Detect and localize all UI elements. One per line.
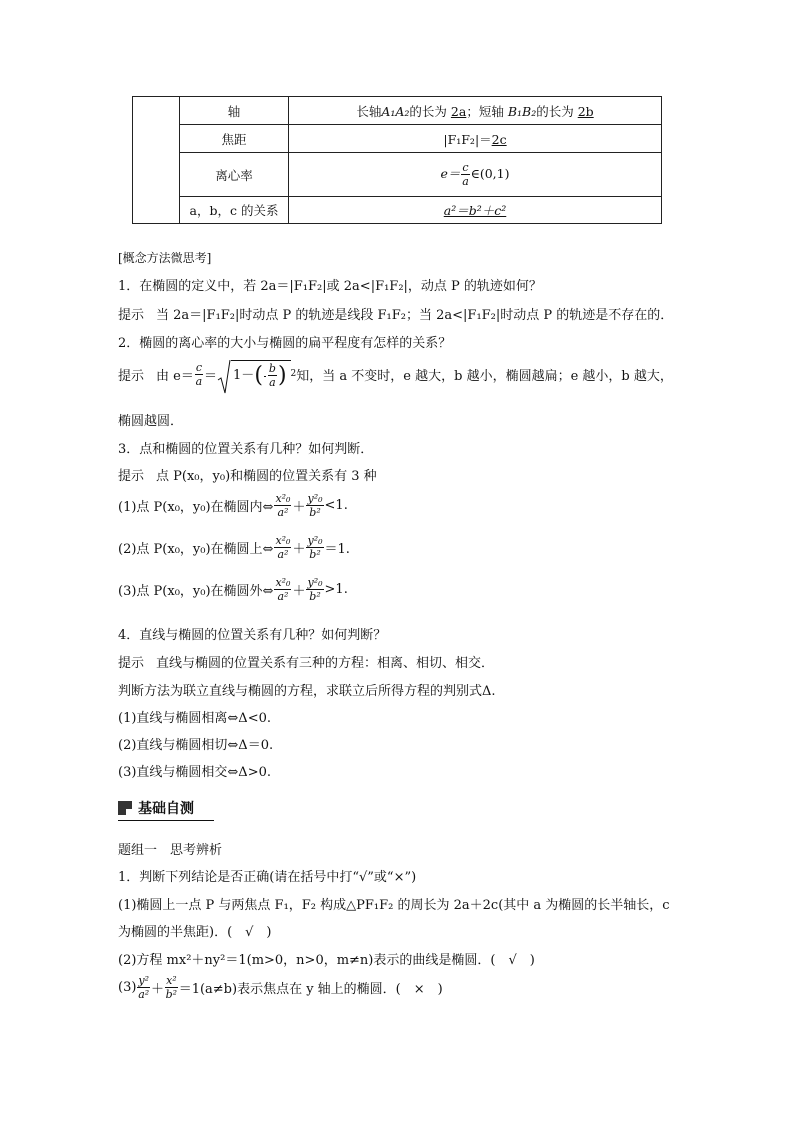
text: 直线与椭圆的位置关系有三种的方程：相离、相切、相交． bbox=[156, 656, 495, 671]
exponent: 2 bbox=[290, 369, 297, 379]
fraction bbox=[195, 362, 203, 387]
condition-1 bbox=[118, 493, 348, 518]
text: (2)点 P(x₀，y₀)在椭圆上⇔ bbox=[118, 542, 274, 557]
text: 1－ bbox=[233, 368, 255, 383]
table-key: 离心率 bbox=[180, 153, 289, 197]
fraction bbox=[274, 577, 291, 602]
text: B₁B₂ bbox=[507, 103, 537, 119]
tip-label: 提示 bbox=[118, 308, 145, 323]
concept-header: [概念方法微思考] bbox=[118, 251, 212, 265]
paren: ( bbox=[254, 363, 263, 388]
table-row bbox=[133, 97, 662, 125]
text: |F₁F₂|＝ bbox=[443, 131, 492, 147]
paren: ) bbox=[277, 363, 287, 388]
text: (1)点 P(x₀，y₀)在椭圆内⇔ bbox=[118, 500, 274, 515]
selftest-question-1: 1．判断下列结论是否正确(请在括号中打“√”或“×”) bbox=[118, 870, 417, 885]
text: ∈(0,1) bbox=[470, 166, 510, 181]
text: ＋ bbox=[292, 584, 306, 599]
table-key: 轴 bbox=[180, 97, 289, 125]
condition-2 bbox=[118, 535, 350, 560]
answer-4-case-2: (2)直线与椭圆相切⇔Δ＝0. bbox=[118, 738, 274, 753]
denominator: b² bbox=[309, 506, 321, 519]
fraction bbox=[306, 535, 323, 560]
table-key: a，b，c 的关系 bbox=[180, 197, 289, 224]
answer-underline: 2c bbox=[491, 131, 507, 147]
question-1: 1．在椭圆的定义中，若 2a＝|F₁F₂|或 2a<|F₁F₂|，动点 P 的轨迹如何？ bbox=[118, 279, 542, 294]
table-row bbox=[133, 125, 662, 153]
text: 的长为 bbox=[536, 103, 574, 119]
denominator: a² bbox=[138, 988, 150, 1001]
denominator: b² bbox=[165, 988, 178, 1001]
fraction bbox=[306, 577, 323, 602]
section-heading bbox=[118, 798, 194, 818]
denominator: a² bbox=[277, 590, 289, 603]
text: 当 2a＝|F₁F₂|时动点 P 的轨迹是线段 F₁F₂；当 2a<|F₁F₂|时动点 P 的轨迹是不存在的． bbox=[156, 308, 674, 323]
text: >1. bbox=[324, 582, 348, 597]
answer-2-cont: 椭圆越圆． bbox=[118, 414, 184, 429]
numerator: c bbox=[195, 360, 203, 374]
fraction bbox=[264, 375, 266, 377]
fraction bbox=[268, 363, 277, 388]
text: A₁A₂ bbox=[381, 103, 410, 119]
fraction bbox=[137, 975, 150, 1000]
denominator: a bbox=[462, 175, 469, 188]
numerator: y²₀ bbox=[307, 492, 323, 505]
numerator: b bbox=[268, 362, 276, 375]
text: <1. bbox=[324, 498, 348, 513]
fraction bbox=[461, 162, 469, 187]
table-row bbox=[133, 197, 662, 224]
tip-label: 提示 bbox=[118, 469, 145, 484]
answer-underline: a²＝b²＋c² bbox=[443, 203, 507, 218]
text: 点 P(x₀，y₀)和椭圆的位置关系有 3 种 bbox=[156, 469, 377, 484]
fraction bbox=[165, 975, 178, 1000]
table-value bbox=[289, 125, 662, 153]
text: (3) bbox=[118, 980, 137, 995]
table-value bbox=[289, 97, 662, 125]
table-row bbox=[133, 153, 662, 197]
fraction bbox=[274, 493, 291, 518]
text: ＋ bbox=[292, 542, 306, 557]
numerator: x²₀ bbox=[275, 492, 291, 505]
text: 长轴 bbox=[356, 103, 382, 119]
statement-3 bbox=[118, 975, 443, 1000]
root-content bbox=[231, 360, 291, 388]
text: ＋ bbox=[292, 500, 306, 515]
answer-4-method: 判断方法为联立直线与椭圆的方程，求联立后所得方程的判别式Δ. bbox=[118, 684, 496, 699]
text: 由 e＝ bbox=[156, 368, 194, 384]
statement-2: (2)方程 mx²＋ny²＝1(m>0，n>0，m≠n)表示的曲线是椭圆．( √ ) bbox=[118, 953, 535, 968]
radical-sign-icon bbox=[217, 360, 231, 394]
table-value bbox=[289, 153, 662, 197]
answer-3 bbox=[118, 465, 377, 484]
table-blank-cell bbox=[133, 97, 180, 224]
statement-1-cont: 为椭圆的半焦距)．( √ ) bbox=[118, 925, 272, 940]
table-value bbox=[289, 197, 662, 224]
question-3: 3．点和椭圆的位置关系有几种？如何判断． bbox=[118, 442, 374, 457]
condition-3 bbox=[118, 577, 348, 602]
group-title: 题组一 思考辨析 bbox=[118, 843, 223, 858]
numerator: y²₀ bbox=[307, 534, 323, 547]
denominator: b² bbox=[309, 548, 321, 561]
denominator: a² bbox=[277, 506, 289, 519]
text: ＝1. bbox=[324, 542, 350, 557]
question-2: 2．椭圆的离心率的大小与椭圆的扁平程度有怎样的关系？ bbox=[118, 336, 452, 351]
numerator bbox=[264, 375, 266, 377]
answer-2 bbox=[118, 360, 673, 388]
square-root bbox=[217, 360, 291, 388]
numerator: c bbox=[462, 161, 469, 174]
text: e＝ bbox=[440, 166, 461, 181]
numerator: x²₀ bbox=[275, 576, 291, 589]
denominator: a² bbox=[277, 548, 289, 561]
tip-label: 提示 bbox=[118, 656, 145, 671]
answer-underline: 2b bbox=[577, 103, 594, 119]
answer-4-case-3: (3)直线与椭圆相交⇔Δ>0. bbox=[118, 765, 271, 780]
section-title: 基础自测 bbox=[138, 801, 194, 817]
text: ＋ bbox=[151, 982, 165, 997]
denominator: a bbox=[269, 376, 276, 389]
question-4: 4．直线与椭圆的位置关系有几种？如何判断？ bbox=[118, 628, 387, 643]
numerator: y² bbox=[138, 974, 150, 987]
fraction bbox=[306, 493, 323, 518]
denominator: b² bbox=[309, 590, 321, 603]
text: ＝ bbox=[204, 368, 218, 384]
numerator: y²₀ bbox=[307, 576, 323, 589]
text: ＝1(a≠b)表示焦点在 y 轴上的椭圆．( × ) bbox=[178, 982, 443, 997]
section-divider bbox=[118, 820, 214, 821]
answer-4-case-1: (1)直线与椭圆相离⇔Δ<0. bbox=[118, 711, 271, 726]
fraction bbox=[274, 535, 291, 560]
text: ；短轴 bbox=[466, 103, 504, 119]
ellipse-properties-table bbox=[132, 96, 662, 224]
table-key: 焦距 bbox=[180, 125, 289, 153]
answer-4 bbox=[118, 652, 494, 671]
section-square-icon bbox=[118, 801, 132, 815]
answer-underline: 2a bbox=[450, 103, 467, 119]
tip-label: 提示 bbox=[118, 368, 145, 384]
numerator: x² bbox=[166, 974, 177, 987]
text: 知，当 a 不变时，e 越大，b 越小，椭圆越扁；e 越小，b 越大， bbox=[296, 368, 673, 384]
answer-1 bbox=[118, 304, 673, 323]
statement-1: (1)椭圆上一点 P 与两焦点 F₁，F₂ 构成△PF₁F₂ 的周长为 2a＋2c(其中 a 为椭圆的长半轴长，c bbox=[118, 898, 670, 913]
denominator: a bbox=[195, 374, 203, 388]
text: 的长为 bbox=[409, 103, 447, 119]
numerator: x²₀ bbox=[275, 534, 291, 547]
text: (3)点 P(x₀，y₀)在椭圆外⇔ bbox=[118, 584, 274, 599]
